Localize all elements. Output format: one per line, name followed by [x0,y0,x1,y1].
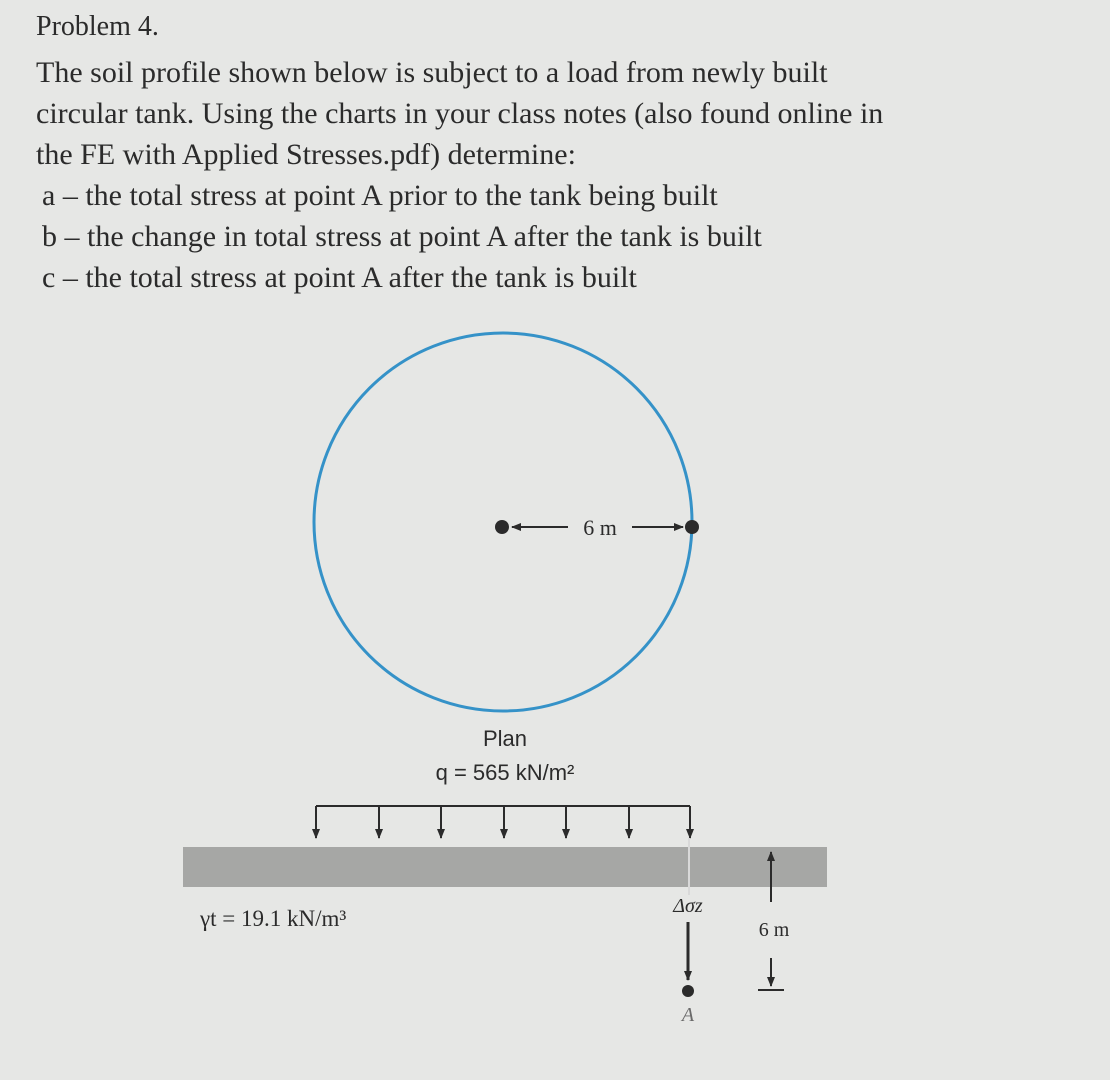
edge-point [685,520,699,534]
intro-line-3: the FE with Applied Stresses.pdf) determine: [36,138,576,171]
unit-weight-label: γt = 19.1 kN/m³ [200,906,347,931]
question-item-b: b – the change in total stress at point A after the tank is built [42,220,762,253]
intro-line-2: circular tank. Using the charts in your class notes (also found online in [36,97,884,130]
tank-footing [183,847,827,887]
question-item-a: a – the total stress at point A prior to the tank being built [42,179,718,212]
load-arrows [316,806,690,838]
delta-sigma-label: Δσz [673,895,703,917]
load-label: q = 565 kN/m² [435,760,575,785]
point-a [682,985,694,997]
radius-label: 6 m [583,515,617,540]
problem-title: Problem 4. [36,11,159,42]
question-item-c: c – the total stress at point A after the tank is built [42,261,637,294]
intro-line-1: The soil profile shown below is subject to a load from newly built [36,56,828,89]
plan-label: Plan [482,726,528,751]
point-a-label: A [681,1004,695,1026]
center-point [495,520,509,534]
depth-label: 6 m [758,919,790,941]
